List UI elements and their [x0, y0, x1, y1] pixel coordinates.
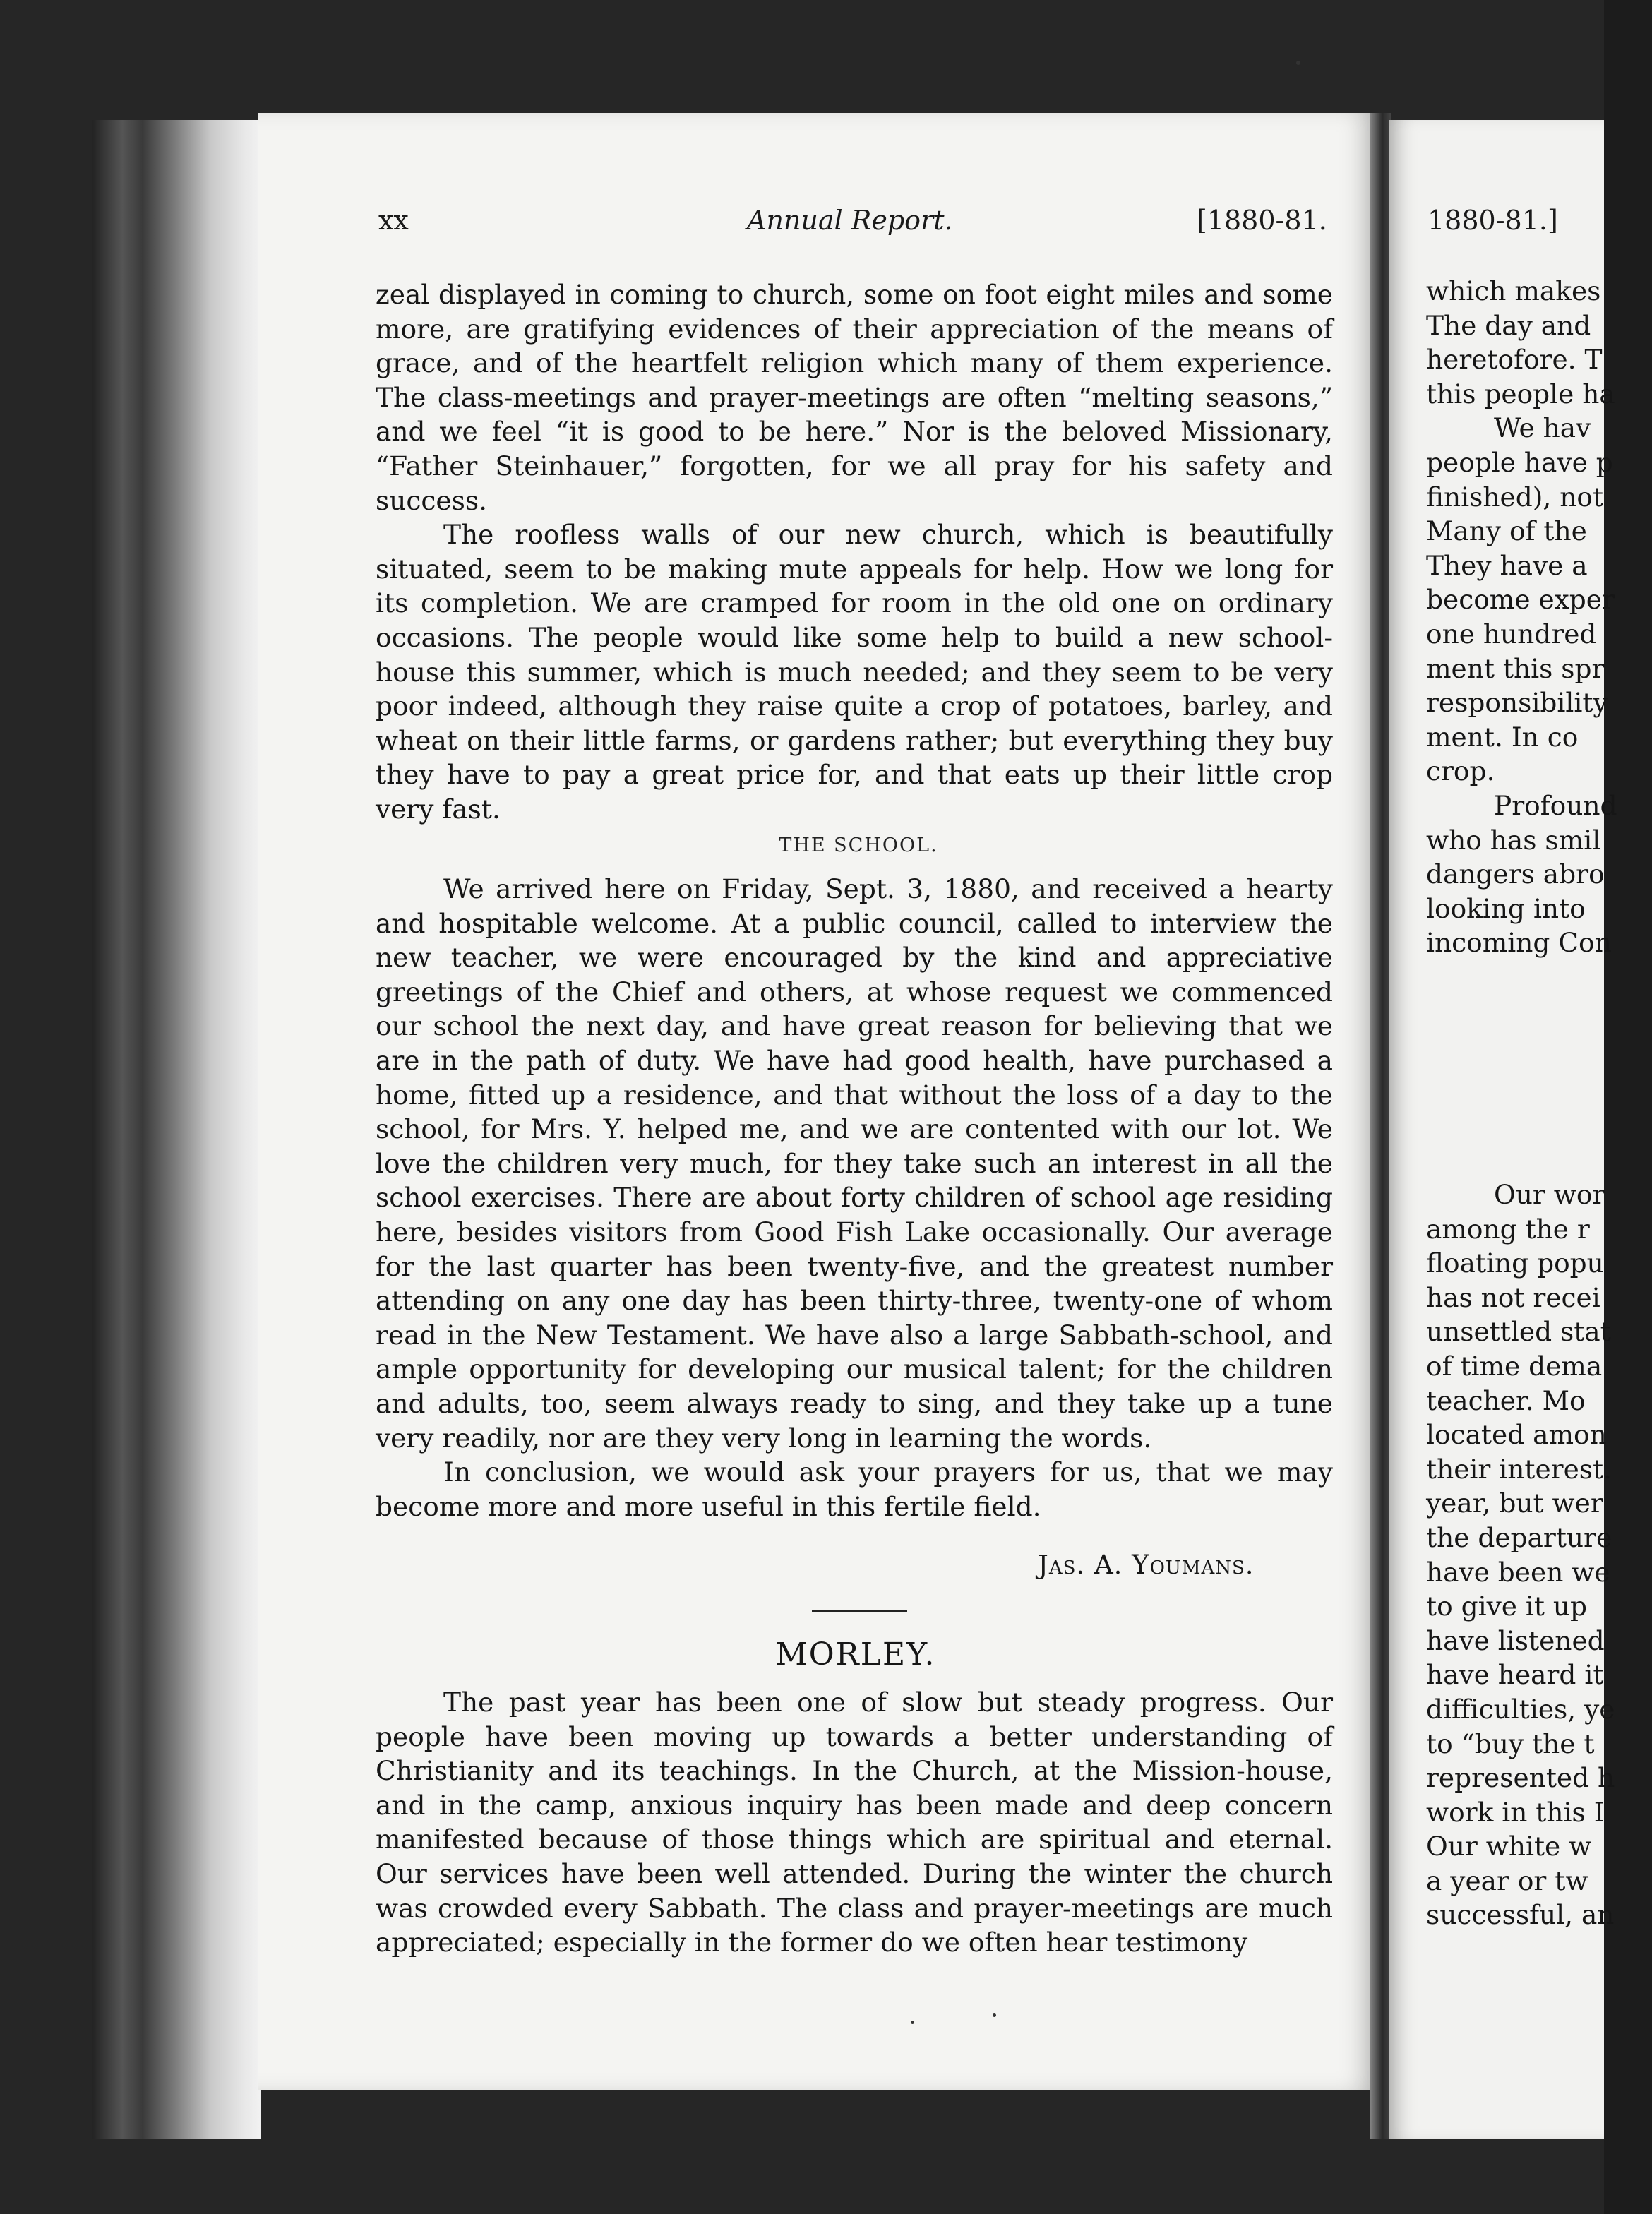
book-page-edges — [92, 120, 261, 2139]
right-text-line: The day and — [1426, 309, 1591, 341]
right-text-line: among the r — [1426, 1213, 1590, 1245]
right-text-line: one hundred — [1426, 618, 1597, 650]
right-text-line: difficulties, ye — [1426, 1693, 1615, 1725]
right-text-line: has not recei — [1426, 1281, 1600, 1313]
right-text-line: We hav — [1494, 412, 1591, 444]
right-text-line: Our wor — [1494, 1179, 1605, 1210]
right-text-line: the departure — [1426, 1521, 1612, 1553]
right-text-line: their interest. — [1426, 1453, 1612, 1485]
right-page — [1389, 120, 1617, 2139]
dust-speck — [911, 2021, 914, 2024]
right-header-year: 1880-81.] — [1427, 205, 1558, 236]
header-year: [1880-81. — [1197, 205, 1327, 236]
right-text-line: responsibility — [1426, 687, 1608, 719]
right-text-line: year, but wer — [1426, 1488, 1603, 1519]
right-text-line: who has smil — [1426, 824, 1601, 856]
section-divider — [812, 1610, 907, 1612]
paragraph: We arrived here on Friday, Sept. 3, 1880, and received a hearty and hospitable welcome. At a public council, called to interview the new teacher, we were encouraged by the kind and appreciative greetings of the Chief and others, at whose request we commenced our school the next day, and have great reason for believing that we are in the path of duty. We have had good health, have purchased a home, fitted up a residence, and that without the loss of a day to the school, for Mrs. Y. helped me, and we are contented with our lot. We love the children very much, for they take such an interest in all the school exercises. There are about forty children of school age residing here, besides visitors from Good Fish Lake occasionally. Our average for the last quarter has been twenty-five, and the greatest number attending on any one day has been thirty-three, twenty-one of whom read in the New Testament. We have also a large Sabbath-school, and ample opportunity for developing our musical talent; for the children and adults, too, seem always ready to sing, and they take up a tune very readily, nor are they very long in learning the words. — [376, 873, 1333, 1454]
right-text-line: to “buy the t — [1426, 1728, 1595, 1759]
dust-speck — [1296, 61, 1300, 65]
section-heading-morley: MORLEY. — [775, 1636, 936, 1673]
book-gutter — [1370, 113, 1391, 2139]
text-block-school — [376, 872, 1333, 1524]
right-text-line: crop. — [1426, 755, 1495, 787]
right-text-line: people have p — [1426, 446, 1613, 478]
right-text-line: become exper — [1426, 584, 1615, 616]
paragraph: The roofless walls of our new church, which is beautifully situated, seem to be making mute appeals for help. How we long for its completion. We are cramped for room in the old one on ordinary occasions. The people would like some help to build a new school-house this summer, which is much needed; and they seem to be very poor indeed, although they raise quite a crop of potatoes, barley, and wheat on their little farms, or gardens rather; but everything they buy they have to pay a great price for, and that eats up their little crop very fast. — [376, 519, 1333, 825]
right-text-line: a year or tw — [1426, 1865, 1588, 1896]
right-text-line: incoming Con — [1426, 927, 1612, 959]
page-number: xx — [378, 205, 409, 236]
right-text-line: Many of the — [1426, 515, 1587, 547]
section-heading-school: THE SCHOOL. — [779, 834, 938, 856]
running-title: Annual Report. — [747, 205, 953, 236]
right-text-line: to give it up — [1426, 1591, 1588, 1622]
paragraph: In conclusion, we would ask your prayers for us, that we may become more and more useful in this fertile field. — [376, 1456, 1333, 1522]
right-text-line: Profound — [1494, 789, 1617, 821]
right-text-line: finished), not — [1426, 481, 1604, 513]
right-text-block-top — [1426, 274, 1652, 960]
paragraph: The past year has been one of slow but steady progress. Our people have been moving up towards a better understanding of Christianity and its teachings. In the Church, at the Mission-house, and in the camp, anxious inquiry has been made and deep concern manifested because of those things which are spiritual and eternal. Our services have been well attended. During the winter the church was crowded every Sabbath. The class and prayer-meetings are much appreciated; especially in the former do we often hear testimony — [376, 1687, 1333, 1958]
right-text-line: dangers abro — [1426, 858, 1605, 890]
right-text-line: teacher. Mo — [1426, 1384, 1586, 1416]
paragraph: zeal displayed in coming to church, some on foot eight miles and some more, are gratifying evidences of their appreciation of the means of grace, and of the heartfelt religion which many of them experience. The class-meetings and prayer-meetings are often “melting seasons,” and we feel “it is good to be here.” Nor is the beloved Missionary, “Father Steinhauer,” forgotten, for we all pray for his safety and success. — [376, 279, 1333, 516]
right-text-line: located amon — [1426, 1419, 1607, 1451]
right-text-line: unsettled stat — [1426, 1316, 1611, 1348]
text-block-before-school — [376, 277, 1333, 827]
right-text-line: have been we — [1426, 1556, 1610, 1588]
right-text-line: Our white w — [1426, 1831, 1592, 1862]
dust-speck — [993, 2013, 996, 2017]
right-text-line: looking into — [1426, 892, 1586, 924]
text-block-morley — [376, 1685, 1333, 1960]
right-text-block-bottom — [1426, 1178, 1652, 1932]
right-text-line: have heard it — [1426, 1659, 1604, 1691]
right-text-line: heretofore. T — [1426, 344, 1603, 376]
right-text-line: have listened — [1426, 1624, 1605, 1656]
right-text-line: ment this spr — [1426, 652, 1605, 684]
right-text-line: represented h — [1426, 1762, 1615, 1794]
right-text-line: floating popu — [1426, 1247, 1604, 1279]
right-text-line: successful, an — [1426, 1899, 1615, 1931]
signature: Jas. A. Youmans. — [1038, 1550, 1255, 1580]
right-text-line: which makes — [1426, 275, 1601, 306]
right-text-line: work in this I — [1426, 1796, 1605, 1828]
right-text-line: ment. In co — [1426, 721, 1579, 753]
right-text-line: this people ha — [1426, 378, 1615, 409]
right-text-line: They have a — [1426, 549, 1588, 581]
right-text-line: of time dema — [1426, 1350, 1603, 1382]
